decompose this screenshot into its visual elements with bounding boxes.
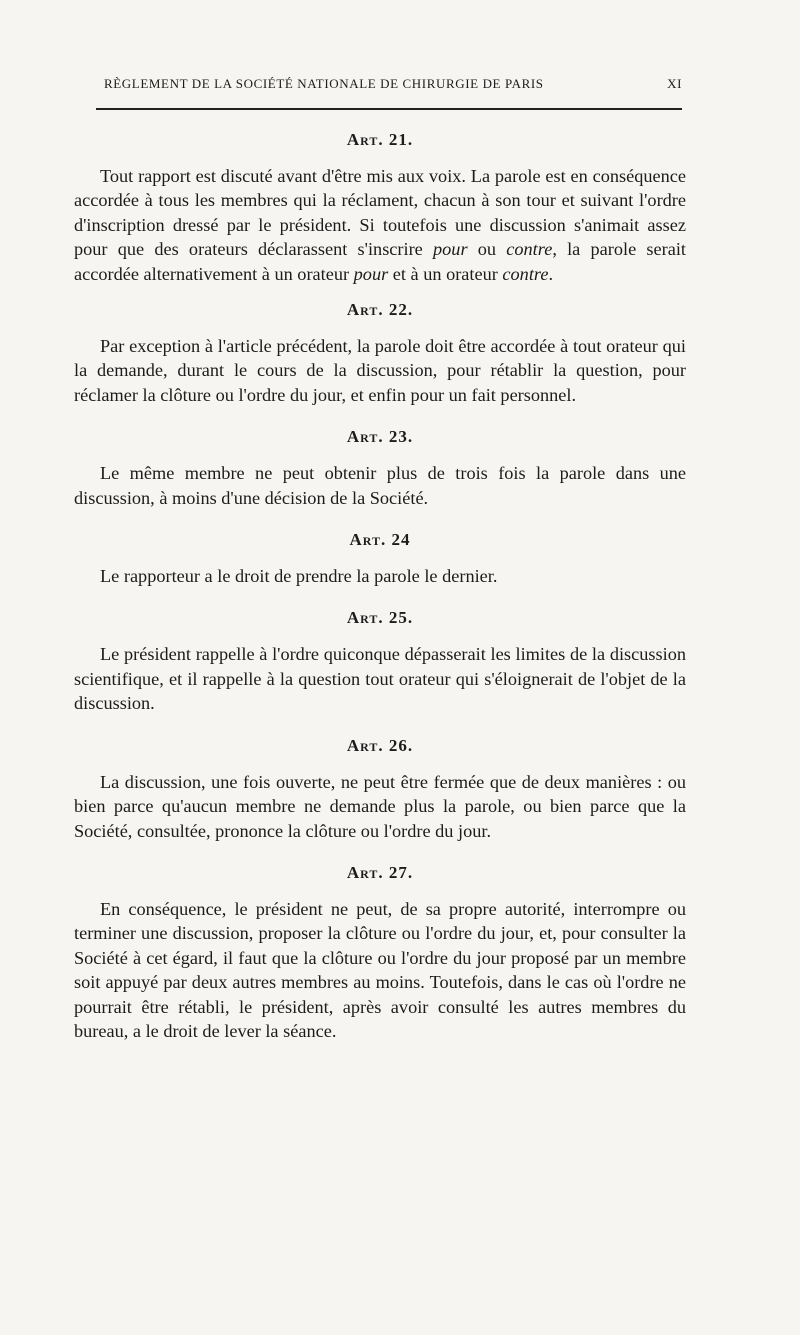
article-21 [74, 128, 686, 286]
header-rule [96, 108, 682, 110]
page-number: XI [667, 76, 682, 91]
article-heading: Art. 21. [346, 130, 414, 149]
article-heading: Art. 24 [349, 530, 411, 550]
article-heading: Art. 23. [346, 427, 414, 447]
article-heading: Art. 27. [346, 862, 414, 882]
article-23 [74, 425, 686, 510]
article-24 [74, 528, 686, 588]
article-text: Le rapporteur a le droit de prendre la parole le dernier. [100, 566, 498, 587]
article-text: La discussion, une fois ouverte, ne peut être fermée que de deux manières : ou bien parce qu'aucun membre ne demande plus la parole, ou bien parce que la Société, consultée, prononce la clôture ou l'ordre du jour. [74, 771, 686, 841]
running-header [104, 76, 682, 92]
article-heading: Art. 26. [346, 735, 414, 755]
article-text: Par exception à l'article précédent, la parole doit être accordée à tout orateur qui la demande, durant le cours de la discussion, pour rétablir la question, pour réclamer la clôture ou l'ordre du jour, et enfin pour un fait personnel. [74, 336, 686, 405]
article-heading: Art. 25. [346, 608, 414, 628]
running-title: RÈGLEMENT DE LA SOCIÉTÉ NATIONALE DE CHIRURGIE DE PARIS [104, 76, 544, 91]
article-26 [74, 734, 686, 843]
article-text: En conséquence, le président ne peut, de sa propre autorité, interrompre ou terminer une discussion, proposer la clôture ou l'ordre du jour, et, pour consulter la Société à cet égard, il faut que la clôture ou l'ordre du jour proposé par un membre soit appuyé par deux autres membres au moins. Toutefois, dans le cas où l'ordre ne pourrait être rétabli, le président, après avoir consulté les autres membres du bureau, a le droit de lever la séance. [74, 898, 686, 1041]
article-text: Tout rapport est discuté avant d'être mis aux voix. La parole est en conséquence accordée à tous les membres qui la réclament, chacun à son tour et suivant l'ordre d'inscription dressé par le président. Si toutefois une discussion s'animait assez pour que des orateurs déclarassent s'inscrire pour ou contre, la parole serait accordée alternativement à un orateur pour et à un orateur contre. [74, 166, 686, 284]
article-heading: Art. 22. [346, 300, 414, 320]
article-text: Le président rappelle à l'ordre quiconque dépasserait les limites de la discussion scientifique, et il rappelle à la question tout orateur qui s'éloignerait de l'objet de la discussion. [74, 644, 686, 714]
article-text: Le même membre ne peut obtenir plus de trois fois la parole dans une discussion, à moins d'une décision de la Société. [74, 463, 686, 508]
document-body [74, 128, 686, 1043]
article-22 [74, 298, 686, 407]
article-27 [74, 861, 686, 1043]
article-25 [74, 606, 686, 715]
